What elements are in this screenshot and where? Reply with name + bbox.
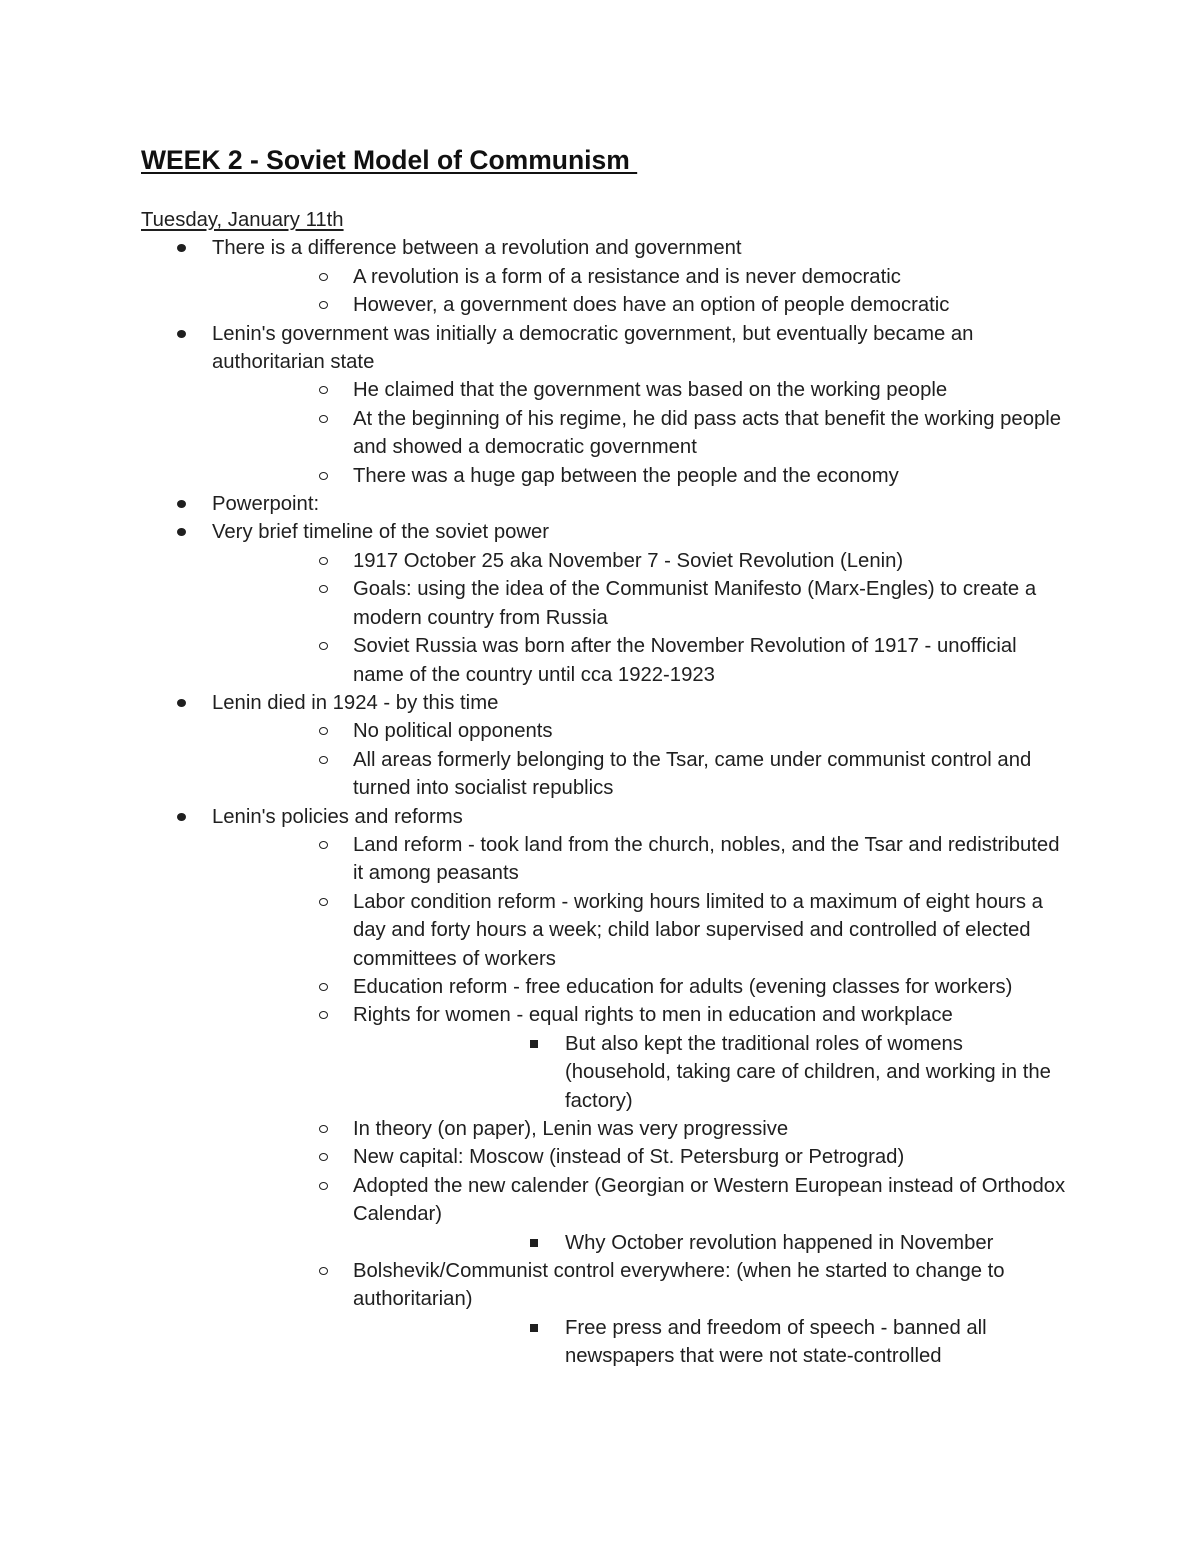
list-item [212,1257,1071,1371]
list-item [212,376,1071,404]
list-item [212,263,1071,291]
bullet-circle-icon [319,301,328,309]
list-item-text: Goals: using the idea of the Communist Manifesto (Marx-Engles) to create a modern country from Russia [353,578,1037,629]
bullet-circle-icon [319,727,328,735]
list-item-text: 1917 October 25 aka November 7 - Soviet Revolution (Lenin) [353,549,904,572]
list-item [353,1229,1071,1257]
list-item [141,689,1071,803]
list-item-text: However, a government does have an option of people democratic [353,294,950,317]
list-item [141,803,1071,1371]
list-item-text: But also kept the traditional roles of womens (household, taking care of children, and working in the factory) [565,1032,1051,1112]
list-item-text: Very brief timeline of the soviet power [212,521,550,544]
date-heading: Tuesday, January 11th [141,209,344,231]
list-item [212,575,1071,632]
bullet-circle-icon [319,585,328,593]
bullet-circle-icon [319,1267,328,1275]
list-item [212,717,1071,745]
bullet-square-icon [530,1239,538,1247]
list-item [353,1314,1071,1371]
bullet-dot-icon [177,500,186,508]
sub-list [212,376,1071,490]
list-item [212,1001,1071,1115]
bullet-dot-icon [177,528,186,536]
list-item [212,1115,1071,1143]
list-item-text: A revolution is a form of a resistance and is never democratic [353,265,901,288]
bullet-dot-icon [177,699,186,707]
notes-list [141,234,1071,1370]
list-item-text: Lenin died in 1924 - by this time [212,691,499,714]
bullet-circle-icon [319,983,328,991]
sub-sub-list [353,1229,1071,1257]
sub-list [212,263,1071,320]
bullet-circle-icon [319,1153,328,1161]
list-item [212,632,1071,689]
list-item-text: There was a huge gap between the people and the economy [353,464,899,487]
bullet-circle-icon [319,557,328,565]
bullet-circle-icon [319,1011,328,1019]
bullet-square-icon [530,1324,538,1332]
bullet-square-icon [530,1040,538,1048]
list-item [212,973,1071,1001]
bullet-dot-icon [177,244,186,252]
list-item-text: He claimed that the government was based on the working people [353,379,948,402]
list-item-text: Free press and freedom of speech - banned all newspapers that were not state-controlled [565,1316,987,1368]
bullet-circle-icon [319,841,328,849]
list-item [212,1172,1071,1257]
bullet-circle-icon [319,273,328,281]
bullet-circle-icon [319,1182,328,1190]
list-item [141,320,1071,490]
list-item [141,518,1071,688]
list-item-text: In theory (on paper), Lenin was very progressive [353,1118,789,1140]
list-item-text: Lenin's policies and reforms [212,805,463,828]
list-item-text: Lenin's government was initially a democratic government, but eventually became an authoritarian state [212,322,974,374]
bullet-circle-icon [319,898,328,906]
sub-list [212,831,1071,1371]
sub-sub-list [353,1314,1071,1371]
list-item [212,746,1071,803]
list-item [212,831,1071,888]
bullet-circle-icon [319,415,328,423]
document-title: WEEK 2 - Soviet Model of Communism [141,145,638,175]
list-item [212,888,1071,973]
list-item [141,490,1071,518]
list-item [212,405,1071,462]
sub-list [212,717,1071,802]
bullet-dot-icon [177,330,186,338]
list-item-text: Labor condition reform - working hours limited to a maximum of eight hours a day and forty hours a week; child labor supervised and controlled of elected committees of workers [353,890,1043,970]
list-item [212,462,1071,490]
list-item-text: There is a difference between a revolution and government [212,237,742,260]
bullet-circle-icon [319,642,328,650]
bullet-dot-icon [177,813,186,821]
bullet-circle-icon [319,386,328,394]
sub-sub-list [353,1030,1071,1115]
list-item-text: Rights for women - equal rights to men in education and workplace [353,1004,953,1027]
list-item [212,291,1071,319]
sub-list [212,547,1071,689]
notes-body [141,206,1071,1371]
list-item-text: Soviet Russia was born after the November Revolution of 1917 - unofficial name of the country until cca 1922-1923 [353,635,1017,686]
list-item-text: New capital: Moscow (instead of St. Petersburg or Petrograd) [353,1146,905,1169]
list-item [212,547,1071,575]
bullet-circle-icon [319,1125,328,1133]
bullet-circle-icon [319,472,328,480]
list-item [353,1030,1071,1115]
list-item [141,234,1071,319]
list-item-text: Why October revolution happened in November [565,1231,994,1254]
list-item-text: Adopted the new calender (Georgian or Western European instead of Orthodox Calendar) [353,1174,1066,1226]
list-item-text: Bolshevik/Communist control everywhere: (when he started to change to authoritarian) [353,1260,1005,1311]
bullet-circle-icon [319,756,328,764]
list-item-text: At the beginning of his regime, he did pass acts that benefit the working people and showed a democratic government [353,407,1062,459]
list-item-text: Powerpoint: [212,493,320,516]
list-item [212,1143,1071,1171]
list-item-text: Land reform - took land from the church, nobles, and the Tsar and redistributed it among peasants [353,833,1060,885]
list-item-text: No political opponents [353,720,553,743]
list-item-text: Education reform - free education for adults (evening classes for workers) [353,975,1013,998]
list-item-text: All areas formerly belonging to the Tsar, came under communist control and turned into socialist republics [353,748,1032,800]
